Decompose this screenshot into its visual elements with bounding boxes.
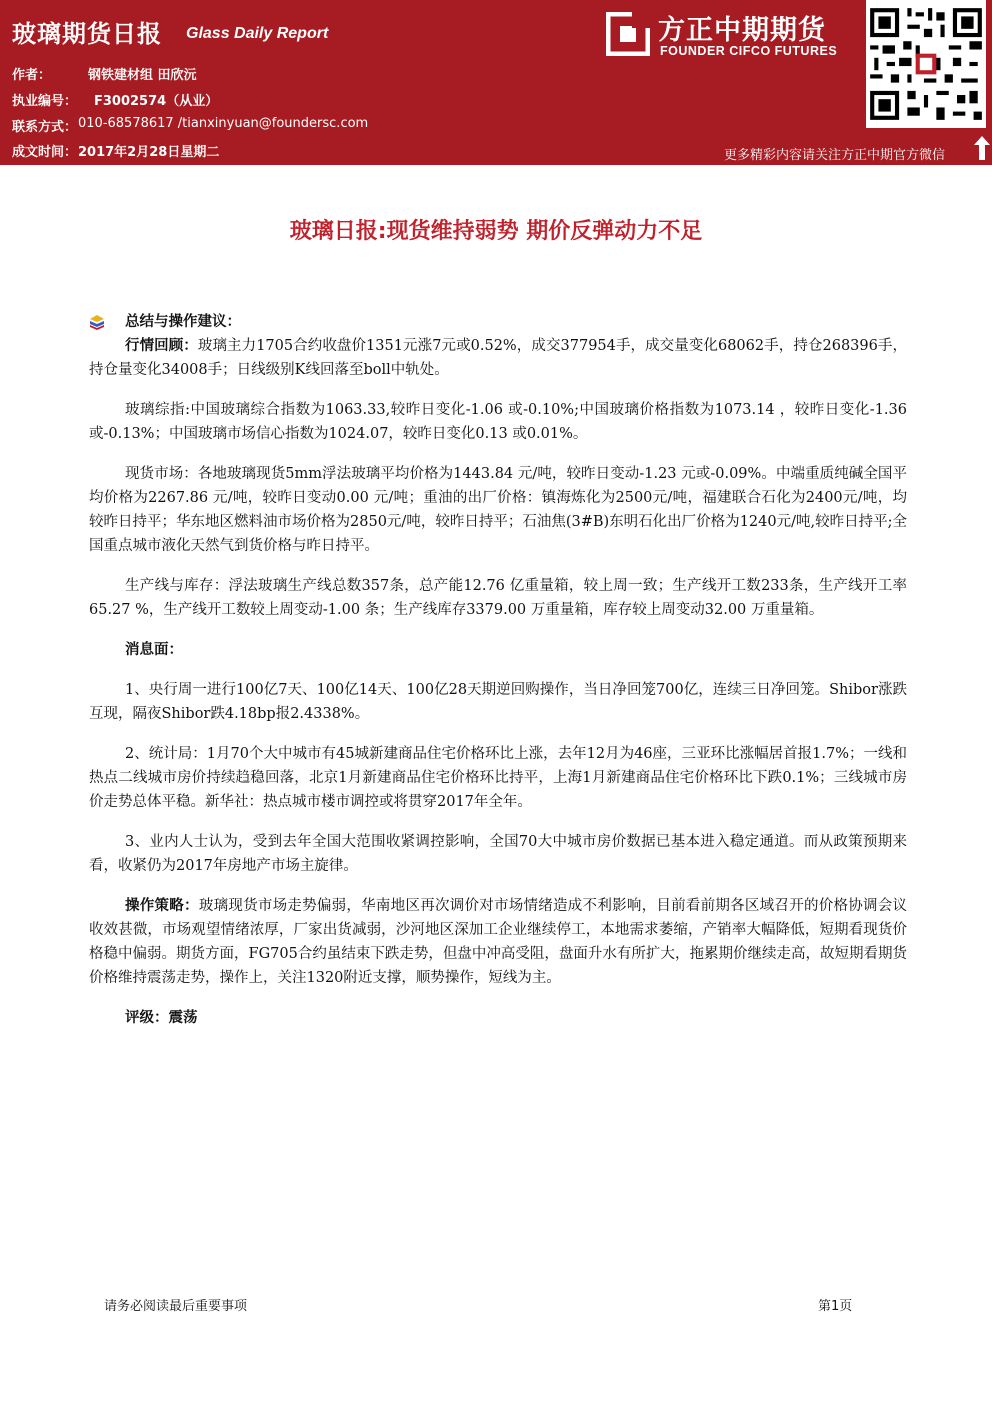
market-review-text: 玻璃主力1705合约收盘价1351元涨7元或0.52%，成交377954手，成交量变化68062手，持仓268396手，持仓量变化34008手；日线级别K线回落至boll中轨处。	[89, 338, 908, 378]
market-review-paragraph	[89, 334, 907, 382]
footer-notice: 请务必阅读最后重要事项	[104, 1299, 248, 1314]
strategy-text: 玻璃现货市场走势偏弱，华南地区再次调价对市场情绪造成不利影响，目前看前期各区域召开的价格协调会议收效甚微，市场观望情绪浓厚，厂家出货减弱，沙河地区深加工企业继续停工，本地需求萎缩，产销率大幅降低，短期看现货价格稳中偏弱。期货方面，FG705合约虽结束下跌走势，但盘中冲高受阻，盘面升水有所扩大，拖累期价继续走高，故短期看期货价格维持震荡走势，操作上，关注1320附近支撑，顺势操作，短线为主。	[89, 898, 908, 986]
rating-label: 评级：	[125, 1010, 169, 1026]
report-body	[89, 310, 907, 1046]
author-label: 作者：	[12, 68, 52, 83]
date-value: 2017年2月28日星期二	[78, 145, 220, 160]
spot-market-paragraph: 现货市场：各地玻璃现货5mm浮法玻璃平均价格为1443.84 元/吨，较昨日变动-1.23 元或-0.09%。中端重质纯碱全国平均价格为2267.86 元/吨，较昨日变动0.00 元/吨；重油的出厂价格：镇海炼化为2500元/吨，福建联合石化为2400元/吨，均较昨日持平；华东地区燃料油市场价格为2850元/吨，较昨日持平；石油焦(3#B)东明石化出厂价格为1240元/吨,较昨日持平;全国重点城市液化天然气到货价格与昨日持平。	[89, 466, 907, 554]
up-arrow-icon	[974, 136, 990, 160]
wechat-qr-code-icon[interactable]	[866, 0, 986, 128]
license-row	[12, 90, 219, 109]
rating-row	[89, 1006, 907, 1030]
page-number: 第1页	[818, 1299, 853, 1314]
logo-text-cn: 方正中期期货	[658, 15, 826, 46]
news-item: 1、央行周一进行100亿7天、100亿14天、100亿28天期逆回购操作，当日净回笼700亿，连续三日净回笼。Shibor涨跌互现，隔夜Shibor跌4.18bp报2.4338%。	[89, 682, 907, 722]
founder-logo-icon	[606, 12, 650, 56]
strategy-label: 操作策略：	[125, 898, 199, 914]
logo-text-en: FOUNDER CIFCO FUTURES	[660, 44, 838, 58]
date-row	[12, 141, 220, 160]
report-header	[0, 0, 992, 165]
license-label: 执业编号：	[12, 94, 78, 109]
follow-wechat-text: 更多精彩内容请关注方正中期官方微信	[724, 148, 946, 163]
contact-value: 010-68578617 /tianxinyuan@foundersc.com	[78, 116, 369, 131]
news-heading: 消息面：	[125, 642, 183, 658]
document-title: 玻璃日报:现货维持弱势 期价反弹动力不足	[289, 219, 703, 244]
glass-index-paragraph: 玻璃综指:中国玻璃综合指数为1063.33,较昨日变化-1.06 或-0.10%;中国玻璃价格指数为1073.14 ，较昨日变化-1.36 或-0.13%；中国玻璃市场信心指数为1024.07，较昨日变化0.13 或0.01%。	[89, 402, 907, 442]
strategy-paragraph	[89, 894, 907, 990]
author-row	[12, 64, 197, 83]
section-bullet-icon	[89, 314, 105, 330]
news-item: 3、业内人士认为，受到去年全国大范围收紧调控影响，全国70大中城市房价数据已基本进入稳定通道。而从政策预期来看，收紧仍为2017年房地产市场主旋律。	[89, 834, 907, 874]
license-value: F3002574（从业）	[94, 94, 219, 109]
date-label: 成文时间：	[12, 145, 78, 160]
summary-heading: 总结与操作建议：	[89, 310, 907, 334]
market-review-label: 行情回顾：	[125, 338, 198, 354]
rating-value: 震荡	[168, 1010, 198, 1026]
report-subtitle: Glass Daily Report	[186, 25, 329, 42]
company-logo	[600, 6, 862, 64]
production-inventory-paragraph: 生产线与库存：浮法玻璃生产线总数357条，总产能12.76 亿重量箱，较上周一致；生产线开工数233条，生产线开工率65.27 %，生产线开工数较上周变动-1.00 条；生产线库存3379.00 万重量箱，库存较上周变动32.00 万重量箱。	[89, 578, 907, 618]
news-item: 2、统计局：1月70个大中城市有45城新建商品住宅价格环比上涨，去年12月为46座，三亚环比涨幅居首报1.7%；一线和热点二线城市房价持续趋稳回落，北京1月新建商品住宅价格环比持平，上海1月新建商品住宅价格环比下跌0.1%；三线城市房价走势总体平稳。新华社：热点城市楼市调控或将贯穿2017年全年。	[89, 746, 907, 810]
contact-label: 联系方式：	[12, 120, 78, 135]
author-value: 钢铁建材组 田欣沅	[88, 68, 197, 83]
contact-row	[12, 116, 369, 135]
report-title: 玻璃期货日报	[12, 20, 162, 48]
